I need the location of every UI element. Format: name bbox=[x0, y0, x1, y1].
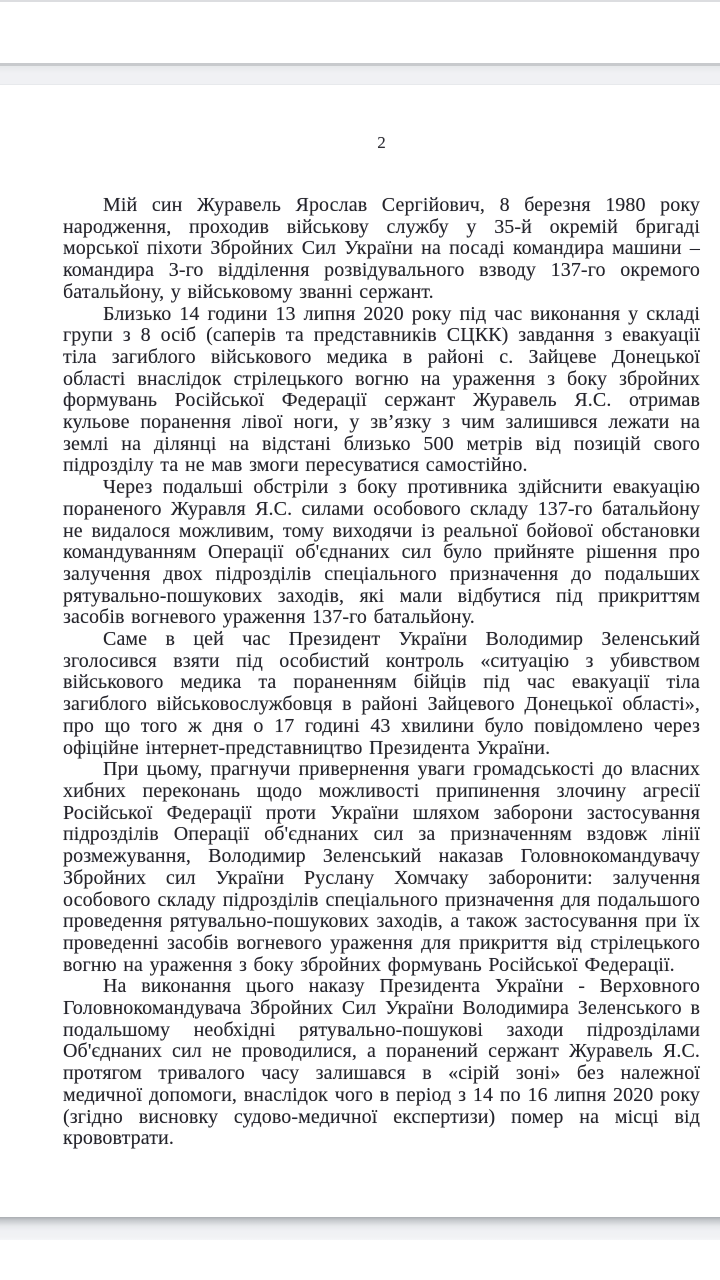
previous-page-bottom-edge bbox=[0, 0, 720, 63]
document-page bbox=[0, 85, 720, 1217]
paragraph: Мій син Журавель Ярослав Сергійович, 8 березня 1980 року народження, проходив військову службу у 35-й окремій бригаді морської піхоти Збройних Сил України на посаді командира машини – командира 3-го відділення розвідувального взводу 137-го окремого батальйону, у військовому званні сержант. bbox=[63, 194, 700, 303]
document-body bbox=[63, 195, 700, 1150]
page-separator-top bbox=[0, 63, 720, 85]
paragraph: Близько 14 години 13 липня 2020 року під час виконання у складі групи з 8 осіб (саперів та представників СЦКК) завдання з евакуації тіла загиблого військового медика в районі с. Зайцеве Донецької області внаслідок стрілецького вогню на ураження з боку збройних формувань Російської Федерації сержант Журавель Я.С. отримав кульове поранення лівої ноги, у зв’язку з чим залишився лежати на землі на ділянці на відстані близько 500 метрів від позицій свого підрозділу та не мав змоги пересуватися самостійно. bbox=[63, 302, 700, 477]
page-number: 2 bbox=[377, 133, 386, 152]
next-page-top-edge bbox=[0, 1240, 720, 1280]
page-separator-bottom bbox=[0, 1217, 720, 1240]
paragraph: Через подальші обстріли з боку противника здійснити евакуацію пораненого Журавля Я.С. силами особового складу 137-го батальйону не видалося можливим, тому виходячи із реальної бойової обстановки командуванням Операції об'єднаних сил було прийняте рішення про залучення двох підрозділів спеціального призначення до подальших рятувально-пошукових заходів, які мали відбутися під прикриттям засобів вогневого ураження 137-го батальйону. bbox=[63, 476, 700, 629]
paragraph: На виконання цього наказу Президента України - Верховного Головнокомандувача Збройних Сил України Володимира Зеленського в подальшому необхідні рятувально-пошукові заходи підрозділами Об'єднаних сил не проводилися, а поранений сержант Журавель Я.С. протягом тривалого часу залишався в «сірій зоні» без належної медичної допомоги, внаслідок чого в період з 14 по 16 липня 2020 року (згідно висновку судово-медичної експертизи) помер на місці від крововтрати. bbox=[63, 975, 700, 1150]
paragraph: Саме в цей час Президент України Володимир Зеленський зголосився взяти під особистий контроль «ситуацію з убивством військового медика та пораненням бійців під час евакуації тіла загиблого військовослужбовця в районі Зайцевого Донецької області», про що того ж дня о 17 годині 43 хвилини було повідомлено через офіційне інтернет-представництво Президента України. bbox=[63, 628, 700, 759]
paragraph: При цьому, прагнучи привернення уваги громадськості до власних хибних переконань щодо можливості припинення злочину агресії Російської Федерації проти України шляхом заборони застосування підрозділів Операції об'єднаних сил за призначенням вздовж лінії розмежування, Володимир Зеленський наказав Головнокомандувачу Збройних сил України Руслану Хомчаку заборонити: залучення особового складу підрозділів спеціального призначення для подальшого проведення рятувально-пошукових заходів, а також застосування при їх проведенні засобів вогневого ураження для прикриття від стрілецького вогню на ураження з боку збройних формувань Російської Федерації. bbox=[63, 758, 700, 976]
